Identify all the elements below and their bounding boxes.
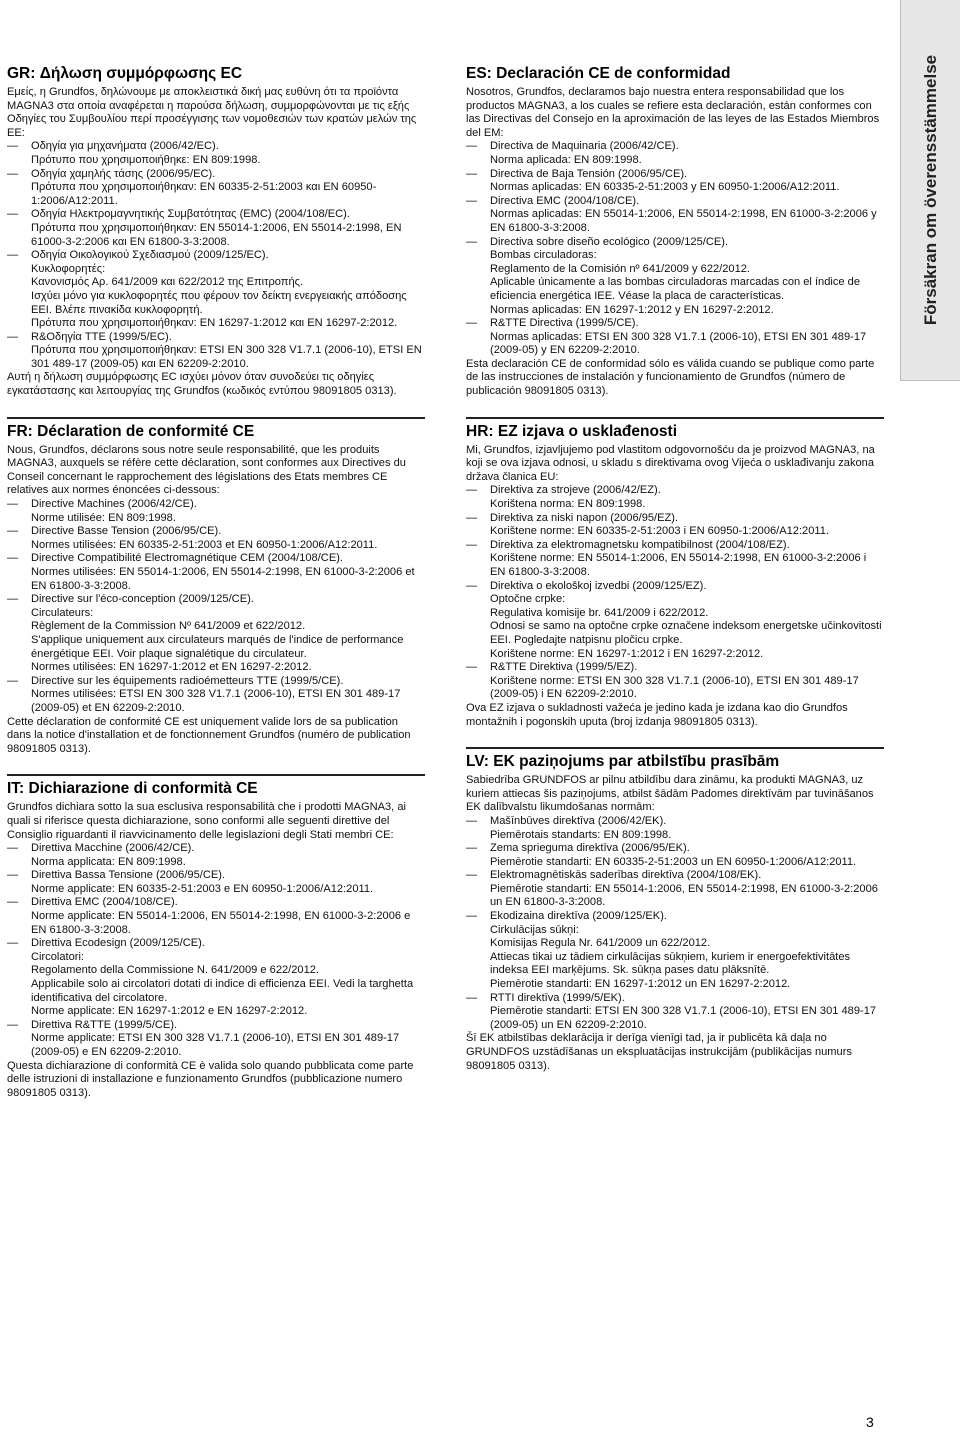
section-outro: Αυτή η δήλωση συμμόρφωσης EC ισχύει μόνον όταν συνοδεύει τις οδηγίες εγκατάστασης και λειτουργίας της Grundfos (κωδικός εντύπου 98091805 0313). bbox=[7, 371, 397, 398]
section-heading: ES: Declaración CE de conformidad bbox=[466, 65, 731, 82]
directive-title: — Direktiva za niski napon (2006/95/EZ). bbox=[490, 511, 679, 524]
side-tab bbox=[900, 0, 960, 381]
declaration-section bbox=[7, 417, 425, 757]
directive-title: — Direktiva o ekološkoj izvedbi (2009/125/EZ). bbox=[490, 579, 707, 592]
section-outro: Questa dichiarazione di conformità CE è valida solo quando pubblicata come parte delle istruzioni di installazione e funzionamento Grundfos (pubblicazione numero 98091805 0313). bbox=[7, 1059, 414, 1099]
directive-list bbox=[466, 815, 884, 1033]
directive-title: — Directiva sobre diseño ecológico (2009/125/CE). bbox=[490, 235, 729, 248]
directive-detail: Πρότυπο που χρησιμοποιήθηκε: EN 809:1998. bbox=[31, 153, 261, 166]
directive-item bbox=[7, 249, 425, 331]
directive-item bbox=[7, 869, 425, 896]
directive-item bbox=[7, 552, 425, 593]
directive-title: — R&TTE Directiva (1999/5/CE). bbox=[490, 317, 639, 330]
directive-title: — Direktiva za strojeve (2006/42/EZ). bbox=[490, 484, 661, 497]
directive-detail: Norme applicate: EN 55014-1:2006, EN 55014-2:1998, EN 61000-3-2:2006 e EN 61800-3-3:2008. bbox=[31, 910, 411, 936]
directive-item bbox=[7, 140, 425, 167]
directive-item bbox=[466, 815, 884, 842]
directive-detail: Piemērotie standarti: EN 55014-1:2006, EN 55014-2:1998, EN 61000-3-2:2006 un EN 61800-3-3:2008. bbox=[490, 882, 878, 909]
directive-detail: Norme applicate: ETSI EN 300 328 V1.7.1 (2006-10), ETSI EN 301 489-17 (2009-05) e EN 62209-2:2010. bbox=[31, 1032, 400, 1058]
section-heading: GR: Δήλωση συμμόρφωσης EC bbox=[7, 65, 243, 82]
directive-title: — Directiva de Baja Tensión (2006/95/CE). bbox=[490, 167, 688, 180]
directive-title: — Directive Compatibilité Electromagnétique CEM (2004/108/CE). bbox=[31, 552, 343, 565]
directive-detail: Optočne crpke: bbox=[490, 593, 566, 606]
section-intro: Grundfos dichiara sotto la sua esclusiva responsabilità che i prodotti MAGNA3, ai quali si riferisce questa dichiarazione, sono conformi alle seguenti direttive del Consiglio riguardanti il riavvicinamento delle legislazioni degli Stati membri CE: bbox=[7, 801, 406, 841]
directive-item bbox=[7, 168, 425, 209]
directive-title: — Directive sur les équipements radioémetteurs TTE (1999/5/CE). bbox=[31, 674, 344, 687]
directive-detail: Norme utilisée: EN 809:1998. bbox=[31, 511, 176, 524]
directive-detail: Bombas circuladoras: bbox=[490, 249, 597, 262]
directive-item bbox=[7, 675, 425, 716]
right-column bbox=[466, 64, 884, 1085]
directive-item bbox=[466, 195, 884, 236]
directive-item bbox=[7, 208, 425, 249]
directive-detail: Piemērotie standarti: ETSI EN 300 328 V1.7.1 (2006-10), ETSI EN 301 489-17 (2009-05) un EN 62209-2:2010. bbox=[490, 1005, 877, 1031]
declaration-section bbox=[466, 64, 884, 399]
directive-title: — Οδηγία χαμηλής τάσης (2006/95/EC). bbox=[31, 167, 216, 180]
directive-detail: Règlement de la Commission Nº 641/2009 et 622/2012. bbox=[31, 620, 306, 633]
directive-title: — Direktiva za elektromagnetsku kompatibilnost (2004/108/EZ). bbox=[490, 538, 790, 551]
declaration-section bbox=[466, 747, 884, 1073]
directive-detail: Normes utilisées: ETSI EN 300 328 V1.7.1 (2006-10), ETSI EN 301 489-17 (2009-05) et EN 62209-2:2010. bbox=[31, 688, 401, 714]
directive-detail: Odnosi se samo na optočne crpke označene indeksom energetske učinkovitosti EEI. Pogledajte natpisnu pločicu crpke. bbox=[490, 620, 882, 646]
directive-item bbox=[466, 317, 884, 358]
directive-item bbox=[466, 580, 884, 662]
directive-detail: Reglamento de la Comisión nº 641/2009 y 622/2012. bbox=[490, 262, 750, 275]
declaration-section bbox=[7, 64, 425, 399]
directive-item bbox=[466, 842, 884, 869]
directive-item bbox=[7, 525, 425, 552]
directive-detail: Circolatori: bbox=[31, 950, 85, 963]
page-number: 3 bbox=[866, 1414, 874, 1430]
directive-detail: Circulateurs: bbox=[31, 606, 94, 619]
section-intro: Mi, Grundfos, izjavljujemo pod vlastitom odgovornošću da je proizvod MAGNA3, na koji se ova izjava odnosi, u skladu s direktivama ovog Vijeća o usklađivanju zakona država članica EU: bbox=[466, 443, 875, 483]
directive-title: — Directive Basse Tension (2006/95/CE). bbox=[31, 525, 222, 538]
directive-item bbox=[466, 661, 884, 702]
directive-list bbox=[7, 842, 425, 1060]
directive-list bbox=[7, 498, 425, 716]
directive-detail: Πρότυπα που χρησιμοποιήθηκαν: EN 60335-2-51:2003 και EN 60950-1:2006/A12:2011. bbox=[31, 181, 377, 207]
directive-title: — Directive sur l'éco-conception (2009/125/CE). bbox=[31, 593, 254, 606]
directive-title: — Direttiva Macchine (2006/42/CE). bbox=[31, 842, 195, 855]
directive-detail: Πρότυπα που χρησιμοποιήθηκαν: EN 16297-1:2012 και EN 16297-2:2012. bbox=[31, 317, 398, 330]
directive-title: — Οδηγία για μηχανήματα (2006/42/EC). bbox=[31, 140, 219, 153]
directive-item bbox=[7, 937, 425, 1019]
section-outro: Ova EZ izjava o sukladnosti važeća je jedino kada je izdana kao dio Grundfos montažnih i pogonskih uputa (broj izdanja 98091805 0313). bbox=[466, 701, 848, 728]
directive-title: — Οδηγία Ηλεκτρομαγνητικής Συμβατότητας (EMC) (2004/108/EC). bbox=[31, 208, 350, 221]
section-outro: Cette déclaration de conformité CE est uniquement valide lors de sa publication dans la notice d'installation et de fonctionnement Grundfos (numéro de publication 98091805 0313). bbox=[7, 715, 411, 755]
directive-title: — Οδηγία Οικολογικού Σχεδιασμού (2009/125/EC). bbox=[31, 249, 269, 262]
directive-item bbox=[466, 236, 884, 318]
directive-detail: Πρότυπα που χρησιμοποιήθηκαν: ETSI EN 300 328 V1.7.1 (2006-10), ETSI EN 301 489-17 (2009-05) και EN 62209-2:2010. bbox=[31, 344, 422, 370]
section-intro: Sabiedrība GRUNDFOS ar pilnu atbildību dara zināmu, ka produkti MAGNA3, uz kuriem attiecas šis paziņojums, atbilst šādām Padomes direktīvām par tuvināšanos EK dalībvalstu likumdošanas normām: bbox=[466, 774, 874, 814]
declaration-section bbox=[466, 417, 884, 729]
section-outro: Esta declaración CE de conformidad sólo es válida cuando se publique como parte de las instrucciones de instalación y funcionamiento de Grundfos (número de publicación 98091805 0313). bbox=[466, 357, 875, 398]
directive-detail: Κανονισμός Αρ. 641/2009 και 622/2012 της Επιτροπής. bbox=[31, 276, 304, 289]
directive-list bbox=[466, 140, 884, 358]
directive-title: — Directive Machines (2006/42/CE). bbox=[31, 498, 197, 511]
section-heading: LV: EK paziņojums par atbilstību prasībām bbox=[466, 747, 884, 772]
directive-item bbox=[466, 168, 884, 195]
directive-detail: Regolamento della Commissione N. 641/2009 e 622/2012. bbox=[31, 964, 320, 977]
directive-item bbox=[7, 896, 425, 937]
left-column bbox=[7, 64, 425, 1112]
directive-detail: Πρότυπα που χρησιμοποιήθηκαν: EN 55014-1:2006, EN 55014-2:1998, EN 61000-3-2:2006 και EN 61800-3-3:2008. bbox=[31, 221, 402, 248]
directive-detail: Piemērotais standarts: EN 809:1998. bbox=[490, 828, 672, 841]
directive-title: — Mašīnbūves direktīva (2006/42/EK). bbox=[490, 814, 667, 827]
section-intro: Εμείς, η Grundfos, δηλώνουμε με αποκλειστικά δική μας ευθύνη ότι τα προϊόντα MAGNA3 στα οποία αναφέρεται η παρούσα δήλωση, συμμορφώνονται με τις εξής Οδηγίες του Συμβουλίου περί προσέγγισης των νομοθεσιών των κρατών μελών της ΕΕ: bbox=[7, 86, 417, 139]
directive-detail: Regulativa komisije br. 641/2009 i 622/2012. bbox=[490, 606, 709, 619]
section-heading: FR: Déclaration de conformité CE bbox=[7, 417, 425, 442]
directive-item bbox=[7, 1019, 425, 1060]
directive-title: — Direttiva Bassa Tensione (2006/95/CE). bbox=[31, 869, 226, 882]
directive-item bbox=[466, 910, 884, 992]
directive-detail: Norme applicate: EN 16297-1:2012 e EN 16297-2:2012. bbox=[31, 1005, 308, 1018]
directive-title: — Zema sprieguma direktīva (2006/95/EK). bbox=[490, 842, 690, 855]
declaration-section bbox=[7, 774, 425, 1100]
section-intro: Nosotros, Grundfos, declaramos bajo nuestra entera responsabilidad que los productos MAGNA3, a los cuales se refiere esta declaración, están conformes con las Directivas del Consejo en la aproximación de las leyes de las Estados Miembros del EM: bbox=[466, 86, 880, 139]
directive-detail: Normes utilisées: EN 60335-2-51:2003 et EN 60950-1:2006/A12:2011. bbox=[31, 538, 378, 551]
directive-title: — R&TTE Direktiva (1999/5/EZ). bbox=[490, 661, 638, 674]
directive-item bbox=[7, 593, 425, 675]
directive-detail: Attiecas tikai uz tādiem cirkulācijas sūkņiem, kuriem ir energoefektivitātes indeksa EEI marķējums. Sk. sūkņa pases datu plāksnītē. bbox=[490, 950, 851, 977]
directive-detail: Normas aplicadas: EN 16297-1:2012 y EN 16297-2:2012. bbox=[490, 303, 774, 316]
directive-title: — Directiva de Maquinaria (2006/42/CE). bbox=[490, 140, 679, 153]
directive-item bbox=[466, 992, 884, 1033]
section-heading: HR: EZ izjava o usklađenosti bbox=[466, 417, 884, 442]
directive-detail: Κυκλοφορητές: bbox=[31, 262, 106, 275]
directive-detail: Korištene norme: EN 55014-1:2006, EN 55014-2:1998, EN 61000-3-2:2006 i EN 61800-3-3:2008. bbox=[490, 552, 867, 578]
directive-detail: Piemērotie standarti: EN 16297-1:2012 un EN 16297-2:2012. bbox=[490, 978, 791, 991]
directive-title: — R&Οδηγία TTE (1999/5/EC). bbox=[31, 330, 172, 343]
directive-item bbox=[466, 140, 884, 167]
directive-detail: Norma applicata: EN 809:1998. bbox=[31, 855, 186, 868]
directive-detail: Applicabile solo ai circolatori dotati di indice di efficienza EEI. Vedi la targhetta identificativa del circolatore. bbox=[31, 978, 414, 1004]
directive-item bbox=[7, 842, 425, 869]
directive-item bbox=[7, 498, 425, 525]
directive-item bbox=[466, 869, 884, 910]
directive-title: — Ekodizaina direktīva (2009/125/EK). bbox=[490, 910, 667, 923]
section-intro: Nous, Grundfos, déclarons sous notre seule responsabilité, que les produits MAGNA3, auxquels se réfère cette déclaration, sont conformes aux Directives du Conseil concernant le rapprochement des législations des Etats membres CE relatives aux normes énoncées ci-dessous: bbox=[7, 443, 406, 497]
directive-item bbox=[7, 331, 425, 372]
directive-detail: Komisijas Regula Nr. 641/2009 un 622/2012. bbox=[490, 937, 711, 950]
directive-detail: Normes utilisées: EN 55014-1:2006, EN 55014-2:1998, EN 61000-3-2:2006 et EN 61800-3-3:2008. bbox=[31, 566, 415, 592]
directive-list bbox=[466, 484, 884, 702]
directive-detail: Norma aplicada: EN 809:1998. bbox=[490, 153, 642, 166]
directive-title: — Direttiva R&TTE (1999/5/CE). bbox=[31, 1018, 178, 1031]
directive-detail: Normas aplicadas: EN 60335-2-51:2003 y EN 60950-1:2006/A12:2011. bbox=[490, 181, 840, 194]
directive-item bbox=[466, 484, 884, 511]
directive-detail: Piemērotie standarti: EN 60335-2-51:2003 un EN 60950-1:2006/A12:2011. bbox=[490, 855, 857, 868]
section-outro: Šī EK atbilstības deklarācija ir derīga vienīgi tad, ja ir publicēta kā daļa no GRUNDFOS uzstādīšanas un ekspluatācijas instrukcijām (publikācijas numurs 98091805 0313). bbox=[466, 1032, 852, 1072]
directive-title: — RTTI direktīva (1999/5/EK). bbox=[490, 991, 625, 1004]
directive-detail: Norme applicate: EN 60335-2-51:2003 e EN 60950-1:2006/A12:2011. bbox=[31, 882, 374, 895]
directive-detail: Normes utilisées: EN 16297-1:2012 et EN 16297-2:2012. bbox=[31, 661, 312, 674]
directive-detail: Korištene norme: ETSI EN 300 328 V1.7.1 (2006-10), ETSI EN 301 489-17 (2009-05) i EN 62209-2:2010. bbox=[490, 674, 859, 701]
directive-item bbox=[466, 512, 884, 539]
directive-item bbox=[466, 539, 884, 580]
directive-detail: Ισχύει μόνο για κυκλοφορητές που φέρουν τον δείκτη ενεργειακής απόδοσης ΕΕΙ. Βλέπε πινακίδα κυκλοφορητή. bbox=[31, 289, 407, 316]
directive-detail: S'applique uniquement aux circulateurs marqués de l'indice de performance énergétique EEI. Voir plaque signalétique du circulateur. bbox=[31, 633, 404, 660]
directive-detail: Korištene norme: EN 60335-2-51:2003 i EN 60950-1:2006/A12:2011. bbox=[490, 525, 829, 538]
side-tab-label: Försäkran om överensstämmelse bbox=[920, 54, 940, 326]
directive-detail: Aplicable únicamente a las bombas circuladoras marcadas con el índice de eficiencia energética IEE. Véase la placa de características. bbox=[490, 276, 860, 302]
directive-detail: Cirkulācijas sūkņi: bbox=[490, 923, 579, 936]
directive-title: — Direttiva EMC (2004/108/CE). bbox=[31, 896, 178, 909]
directive-detail: Normas aplicadas: EN 55014-1:2006, EN 55014-2:1998, EN 61000-3-2:2006 y EN 61800-3-3:2008. bbox=[490, 208, 877, 234]
directive-detail: Korištena norma: EN 809:1998. bbox=[490, 498, 646, 511]
directive-list bbox=[7, 140, 425, 371]
directive-title: — Direttiva Ecodesign (2009/125/CE). bbox=[31, 937, 205, 950]
directive-detail: Normas aplicadas: ETSI EN 300 328 V1.7.1 (2006-10), ETSI EN 301 489-17 (2009-05) y EN 62209-2:2010. bbox=[490, 330, 867, 357]
section-heading: IT: Dichiarazione di conformità CE bbox=[7, 774, 425, 799]
directive-detail: Korištene norme: EN 16297-1:2012 i EN 16297-2:2012. bbox=[490, 647, 764, 660]
directive-title: — Directiva EMC (2004/108/CE). bbox=[490, 194, 640, 207]
directive-title: — Elektromagnētiskās saderības direktīva (2004/108/EK). bbox=[490, 869, 762, 882]
